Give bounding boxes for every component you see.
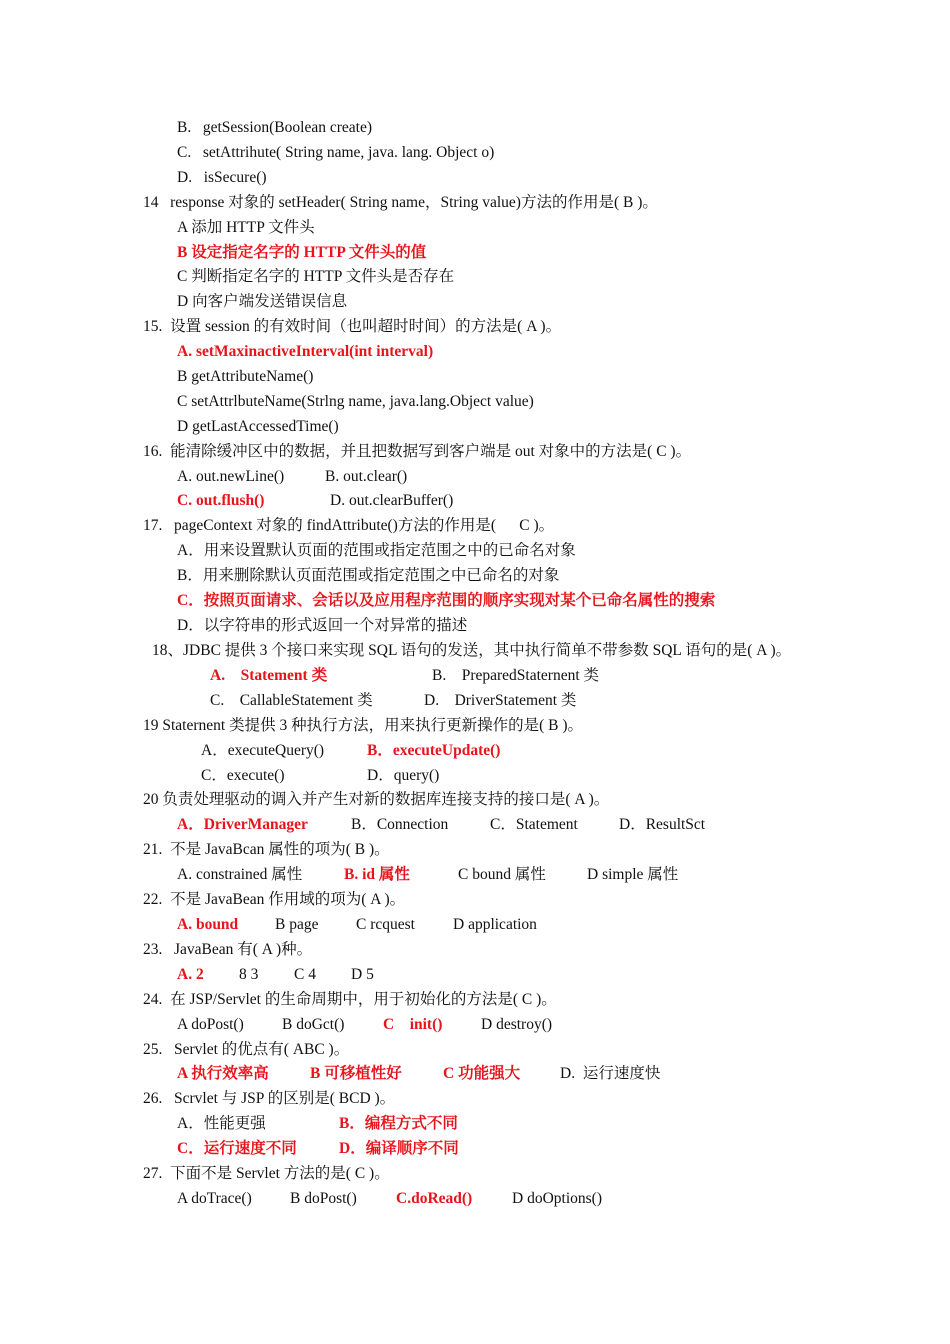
text-line <box>0 616 950 636</box>
answer-text: B 设定指定名字的 HTTP 文件头的值 <box>177 244 427 261</box>
question-text: B doPost() <box>290 1190 357 1207</box>
text-line <box>0 118 950 138</box>
question-text: 22. 不是 JavaBean 作用域的项为( A )。 <box>143 891 406 908</box>
text-line <box>0 566 950 586</box>
text-line <box>0 815 950 835</box>
text-line <box>0 1139 950 1159</box>
text-line <box>0 1040 950 1060</box>
text-line <box>0 442 950 462</box>
text-line <box>0 541 950 561</box>
question-text: D 向客户端发送错误信息 <box>177 293 348 310</box>
answer-text: B 可移植性好 <box>310 1065 402 1082</box>
text-line <box>0 1189 950 1209</box>
text-line <box>0 641 950 661</box>
text-line <box>0 367 950 387</box>
question-text: 16. 能清除缓冲区中的数据，并且把数据写到客户端是 out 对象中的方法是( C )。 <box>143 443 692 460</box>
answer-text: A．DriverManager <box>177 816 308 833</box>
text-line <box>0 965 950 985</box>
question-text: 24. 在 JSP/Servlet 的生命周期中，用于初始化的方法是( C )。 <box>143 991 557 1008</box>
question-text: D application <box>453 916 537 933</box>
question-text: A．用来设置默认页面的范围或指定范围之中的已命名对象 <box>177 542 576 559</box>
question-text: D doOptions() <box>512 1190 602 1207</box>
answer-text: A. Statement 类 <box>210 667 328 684</box>
question-text: B. PreparedStaternent 类 <box>432 667 600 684</box>
text-line <box>0 267 950 287</box>
text-line <box>0 840 950 860</box>
answer-text: D．编译顺序不同 <box>339 1140 459 1157</box>
text-line <box>0 218 950 238</box>
question-text: D. out.clearBuffer() <box>330 492 454 509</box>
answer-text: C．按照页面请求、会话以及应用程序范围的顺序实现对某个已命名属性的搜索 <box>177 592 716 609</box>
question-text: B．Connection <box>351 816 449 833</box>
text-line <box>0 292 950 312</box>
answer-text: C. out.flush() <box>177 492 265 509</box>
text-line <box>0 1164 950 1184</box>
text-line <box>0 417 950 437</box>
answer-text: B. id 属性 <box>344 866 410 883</box>
question-text: B. getSession(Boolean create) <box>177 119 372 136</box>
question-text: C．execute() <box>201 767 285 784</box>
question-text: 27. 下面不是 Servlet 方法的是( C )。 <box>143 1165 390 1182</box>
question-text: B．用来删除默认页面范围或指定范围之中已命名的对象 <box>177 567 560 584</box>
answer-text: C 功能强大 <box>443 1065 521 1082</box>
text-line <box>0 342 950 362</box>
text-line <box>0 691 950 711</box>
question-text: C rcquest <box>356 916 415 933</box>
answer-text: B．executeUpdate() <box>367 742 501 759</box>
question-text: D. DriverStatement 类 <box>424 692 577 709</box>
question-text: C. CallableStatement 类 <box>210 692 373 709</box>
question-text: C bound 属性 <box>458 866 546 883</box>
answer-text: A 执行效率高 <box>177 1065 269 1082</box>
question-text: B. out.clear() <box>325 468 408 485</box>
text-line <box>0 1089 950 1109</box>
question-text: D destroy() <box>481 1016 553 1033</box>
question-text: A．executeQuery() <box>201 742 325 759</box>
question-text: D 5 <box>351 966 374 983</box>
question-text: 23. JavaBean 有( A )种。 <box>143 941 313 958</box>
text-line <box>0 890 950 910</box>
question-text: 8 3 <box>239 966 259 983</box>
question-text: C setAttrlbuteName(Strlng name, java.lang.Object value) <box>177 393 534 410</box>
text-line <box>0 1114 950 1134</box>
question-text: B page <box>275 916 319 933</box>
text-line <box>0 193 950 213</box>
question-text: B doGct() <box>282 1016 345 1033</box>
question-text: A．性能更强 <box>177 1115 266 1132</box>
question-text: C. setAttrihute( String name, java. lang. Object o) <box>177 144 495 161</box>
text-line <box>0 1015 950 1035</box>
question-text: A. constrained 属性 <box>177 866 303 883</box>
answer-text: C init() <box>383 1016 443 1033</box>
answer-text: B．编程方式不同 <box>339 1115 458 1132</box>
question-text: D．query() <box>367 767 440 784</box>
text-line <box>0 516 950 536</box>
text-line <box>0 491 950 511</box>
text-line <box>0 990 950 1010</box>
text-line <box>0 865 950 885</box>
question-text: C 判断指定名字的 HTTP 文件头是否存在 <box>177 268 455 285</box>
text-line <box>0 467 950 487</box>
text-line <box>0 591 950 611</box>
question-text: D. 运行速度快 <box>560 1065 661 1082</box>
question-text: 18、JDBC 提供 3 个接口来实现 SQL 语句的发送，其中执行简单不带参数 SQL 语句的是( A )。 <box>152 642 792 659</box>
question-text: 20 负责处理驱动的调入并产生对新的数据库连接支持的接口是( A )。 <box>143 791 610 808</box>
text-line <box>0 766 950 786</box>
question-text: C．Statement <box>490 816 578 833</box>
question-text: B getAttributeName() <box>177 368 314 385</box>
answer-text: A. 2 <box>177 966 204 983</box>
answer-text: C．运行速度不同 <box>177 1140 297 1157</box>
answer-text: A. bound <box>177 916 239 933</box>
question-text: D．以字符串的形式返回一个对异常的描述 <box>177 617 468 634</box>
text-line <box>0 392 950 412</box>
text-line <box>0 243 950 263</box>
question-text: 17. pageContext 对象的 findAttribute()方法的作用是( C )。 <box>143 517 555 534</box>
question-text: 21. 不是 JavaBcan 属性的项为( B )。 <box>143 841 390 858</box>
question-text: D．ResultSct <box>619 816 706 833</box>
answer-text: C.doRead() <box>396 1190 473 1207</box>
answer-text: A. setMaxinactiveInterval(int interval) <box>177 343 434 360</box>
text-line <box>0 168 950 188</box>
text-line <box>0 915 950 935</box>
question-text: 26. Scrvlet 与 JSP 的区别是( BCD )。 <box>143 1090 396 1107</box>
question-text: 15. 设置 session 的有效时间（也叫超时时间）的方法是( A )。 <box>143 318 562 335</box>
question-text: A doPost() <box>177 1016 244 1033</box>
question-text: 14 response 对象的 setHeader( String name，String value)方法的作用是( B )。 <box>143 194 658 211</box>
text-line <box>0 1064 950 1084</box>
text-line <box>0 716 950 736</box>
question-text: D simple 属性 <box>587 866 679 883</box>
text-line <box>0 143 950 163</box>
question-text: A doTrace() <box>177 1190 252 1207</box>
text-line <box>0 666 950 686</box>
text-line <box>0 741 950 761</box>
text-line <box>0 790 950 810</box>
text-line <box>0 940 950 960</box>
question-text: 19 Staternent 类提供 3 种执行方法，用来执行更新操作的是( B )。 <box>143 717 584 734</box>
question-text: A 添加 HTTP 文件头 <box>177 219 315 236</box>
question-text: D getLastAccessedTime() <box>177 418 339 435</box>
text-line <box>0 317 950 337</box>
question-text: D. isSecure() <box>177 169 267 186</box>
question-text: A. out.newLine() <box>177 468 285 485</box>
question-text: C 4 <box>294 966 316 983</box>
question-text: 25. Servlet 的优点有( ABC )。 <box>143 1041 350 1058</box>
